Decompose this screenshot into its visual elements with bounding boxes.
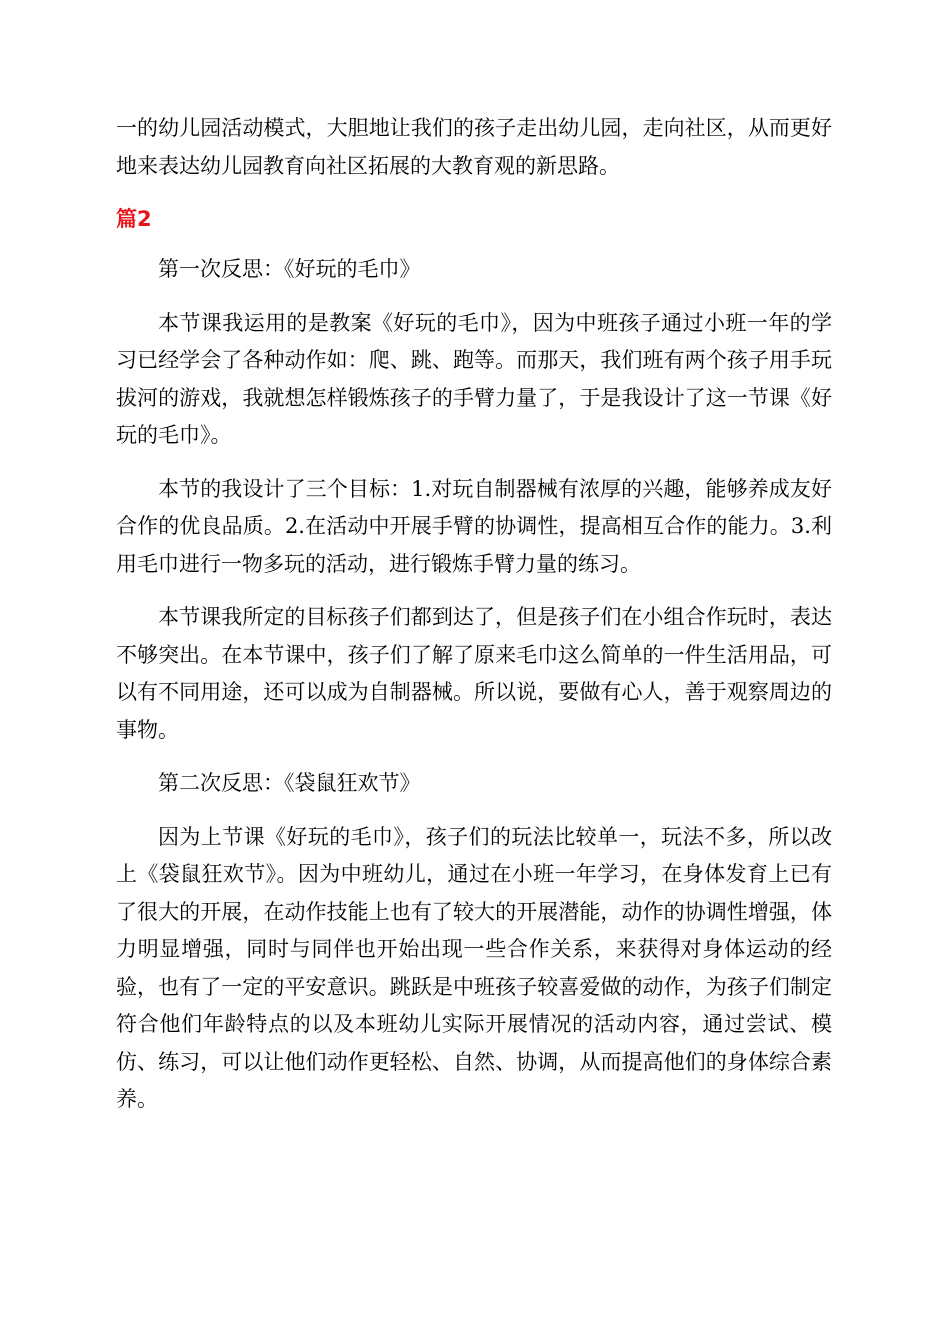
reflection-1-title: 第一次反思：《好玩的毛巾》	[158, 257, 421, 281]
reflection-2-title: 第二次反思：《袋鼠狂欢节》	[158, 771, 421, 795]
reflection-2-paragraph-1: 因为上节课《好玩的毛巾》，孩子们的玩法比较单一，玩法不多，所以改上《袋鼠狂欢节》。因为中班幼儿，通过在小班一年学习，在身体发育上已有了很大的开展，在动作技能上也有了较大的开展潜能，动作的协调性增强，体力明显增强，同时与同伴也开始出现一些合作关系，来获得对身体运动的经验，也有了一定的平安意识。跳跃是中班孩子较喜爱做的动作，为孩子们制定符合他们年龄特点的以及本班幼儿实际开展情况的活动内容，通过尝试、模仿、练习，可以让他们动作更轻松、自然、协调，从而提高他们的身体综合素养。	[116, 824, 832, 1111]
reflection-1-paragraph-3: 本节课我所定的目标孩子们都到达了，但是孩子们在小组合作玩时，表达不够突出。在本节课中，孩子们了解了原来毛巾这么简单的一件生活用品，可以有不同用途，还可以成为自制器械。所以说，要做有心人，善于观察周边的事物。	[116, 605, 832, 742]
reflection-1-paragraph-1: 本节课我运用的是教案《好玩的毛巾》，因为中班孩子通过小班一年的学习已经学会了各种动作如：爬、跳、跑等。而那天，我们班有两个孩子用手玩拔河的游戏，我就想怎样锻炼孩子的手臂力量了，于是我设计了这一节课《好玩的毛巾》。	[116, 310, 832, 447]
reflection-1-paragraph-2: 本节的我设计了三个目标：1.对玩自制器械有浓厚的兴趣，能够养成友好合作的优良品质。2.在活动中开展手臂的协调性，提高相互合作的能力。3.利用毛巾进行一物多玩的活动，进行锻炼手臂力量的练习。	[116, 476, 832, 576]
document-page	[116, 110, 832, 1119]
section-heading: 篇2	[116, 207, 152, 231]
intro-paragraph: 一的幼儿园活动模式，大胆地让我们的孩子走出幼儿园，走向社区，从而更好地来表达幼儿园教育向社区拓展的大教育观的新思路。	[116, 116, 832, 178]
